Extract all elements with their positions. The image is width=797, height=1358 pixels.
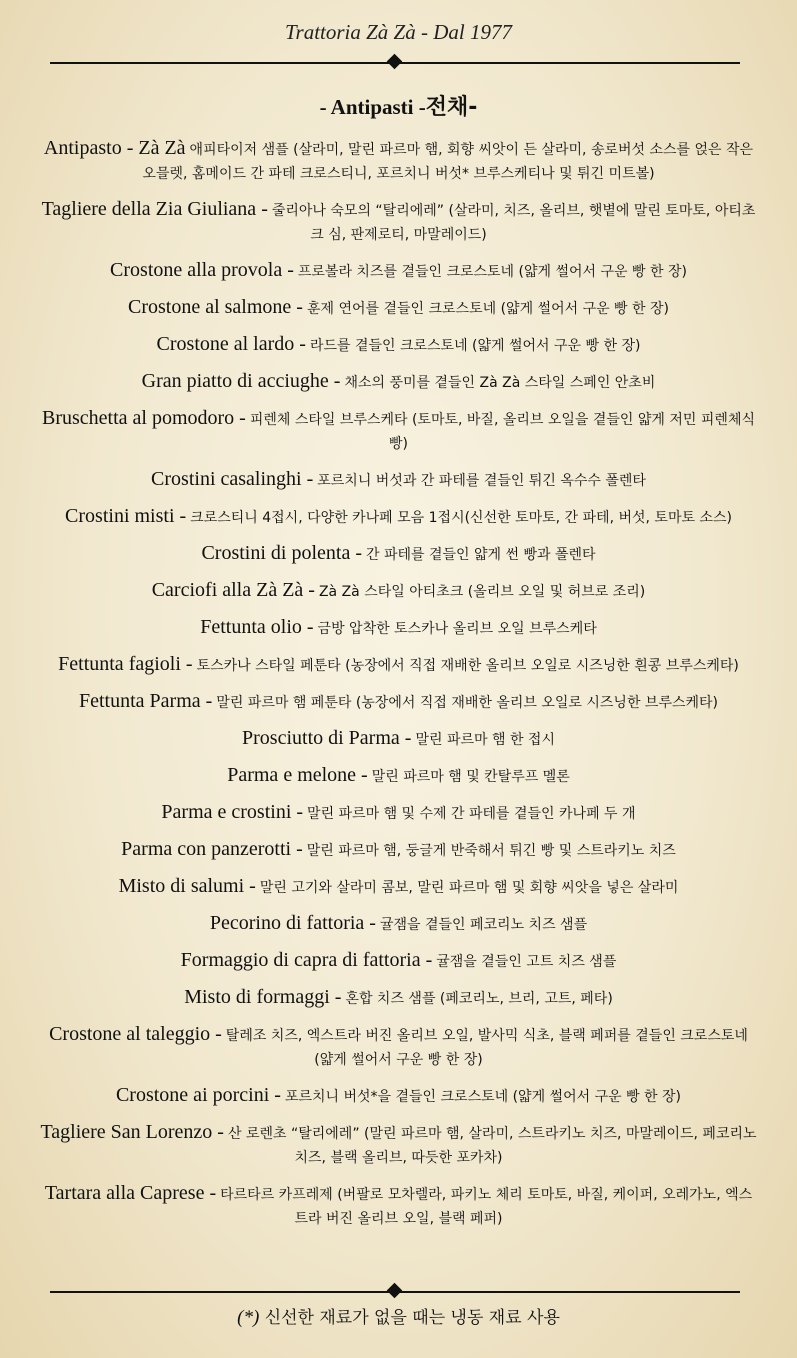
menu-item-description: Zà Zà 스타일 아티초크 (올리브 오일 및 허브로 조리) [318, 584, 646, 600]
menu-item-name: Crostini di polenta - [201, 542, 362, 564]
menu-item-name: Crostone alla provola - [110, 259, 294, 281]
menu-item-name: Crostone al lardo - [156, 333, 306, 355]
menu-item-name: Crostini misti - [65, 505, 187, 527]
bottom-diamond-ornament [387, 1283, 403, 1299]
restaurant-title: Trattoria Zà Zà - Dal 1977 [285, 20, 512, 44]
menu-item-name: Tartara alla Caprese - [44, 1182, 217, 1204]
menu-item-description: 말린 파르마 햄 및 칸탈루프 멜론 [371, 769, 570, 785]
menu-item-description: 포르치니 버섯과 간 파테를 곁들인 튀긴 옥수수 폴렌타 [317, 473, 646, 489]
menu-item-name: Parma e melone - [227, 764, 368, 786]
menu-item-description: 피렌체 스타일 브루스케타 (토마토, 바질, 올리브 오일을 곁들인 얇게 저민 피렌체식 빵) [249, 412, 755, 452]
menu-item-name: Prosciutto di Parma - [242, 727, 412, 749]
menu-item-description: 타르타르 카프레제 (버팔로 모차렐라, 파키노 체리 토마토, 바질, 케이퍼, 오레가노, 엑스트라 버진 올리브 오일, 블랙 페퍼) [220, 1187, 753, 1227]
menu-item-description: 금방 압착한 토스카나 올리브 오일 브루스케타 [317, 621, 597, 637]
menu-item-description: 훈제 연어를 곁들인 크로스토네 (얇게 썰어서 구운 빵 한 장) [306, 301, 669, 317]
menu-item [40, 1121, 757, 1170]
menu-item-name: Crostone al salmone - [128, 296, 303, 318]
menu-item [40, 653, 757, 678]
menu-item [40, 1084, 757, 1109]
menu-item-name: Misto di formaggi - [184, 986, 342, 1008]
menu-item [40, 690, 757, 715]
menu-item [40, 137, 757, 186]
menu-item [40, 616, 757, 641]
menu-item-name: Crostini casalinghi - [151, 468, 314, 490]
menu-item-name: Tagliere San Lorenzo - [40, 1121, 224, 1143]
menu-item-name: Parma e crostini - [161, 801, 304, 823]
menu-item-name: Crostone ai porcini - [115, 1084, 281, 1106]
menu-item [40, 912, 757, 937]
menu-item-name: Carciofi alla Zà Zà - [151, 579, 315, 601]
menu-item [40, 579, 757, 604]
section-title-korean: 전채- [425, 95, 478, 120]
menu-item-description: 줄리아나 숙모의 “탈리에레” (살라미, 치즈, 올리브, 햇볕에 말린 토마토, 아티초크 심, 판제로티, 마말레이드) [271, 203, 756, 243]
menu-item-description: 말린 파르마 햄 페툰타 (농장에서 직접 재배한 올리브 오일로 시즈닝한 브루스케타) [216, 695, 719, 711]
section-title-italian: - Antipasti - [319, 95, 426, 119]
menu-item-name: Fettunta fagioli - [58, 653, 193, 675]
menu-item-description: 혼합 치즈 샘플 (페코리노, 브리, 고트, 페타) [345, 991, 613, 1007]
menu-item [40, 949, 757, 974]
menu-item-description: 토스카나 스타일 페툰타 (농장에서 직접 재배한 올리브 오일로 시즈닝한 흰콩 브루스케타) [196, 658, 739, 674]
menu-item [40, 875, 757, 900]
menu-item [40, 198, 757, 247]
menu-item-name: Gran piatto di acciughe - [141, 370, 341, 392]
menu-item [40, 1023, 757, 1072]
menu-item-name: Fettunta Parma - [78, 690, 213, 712]
menu-item [40, 838, 757, 863]
menu-item-description: 포르치니 버섯*을 곁들인 크로스토네 (얇게 썰어서 구운 빵 한 장) [284, 1089, 682, 1105]
menu-item-description: 탈레조 치즈, 엑스트라 버진 올리브 오일, 발사믹 식초, 블랙 페퍼를 곁들인 크로스토네 (얇게 썰어서 구운 빵 한 장) [225, 1028, 748, 1068]
menu-item [40, 1182, 757, 1231]
menu-item-description: 말린 고기와 살라미 콤보, 말린 파르마 햄 및 회향 씨앗을 넣은 살라미 [259, 880, 679, 896]
menu-item [40, 542, 757, 567]
menu-item-name: Misto di salumi - [118, 875, 256, 897]
menu-item [40, 727, 757, 752]
top-diamond-ornament [387, 54, 403, 70]
menu-item-name: Tagliere della Zia Giuliana - [41, 198, 268, 220]
section-title [0, 90, 797, 121]
menu-item-name: Pecorino di fattoria - [209, 912, 376, 934]
menu-item-name: Fettunta olio - [200, 616, 314, 638]
menu-item [40, 333, 757, 358]
menu-item-description: 채소의 풍미를 곁들인 Zà Zà 스타일 스페인 안초비 [344, 375, 656, 391]
menu-item-description: 말린 파르마 햄 및 수제 간 파테를 곁들인 카나페 두 개 [307, 806, 636, 822]
footer-note [0, 1303, 797, 1329]
menu-item-description: 말린 파르마 햄, 둥글게 반죽해서 튀긴 빵 및 스트라키노 치즈 [306, 843, 676, 859]
menu-item-description: 크로스티니 4접시, 다양한 카나페 모음 1접시(신선한 토마토, 간 파테, 버섯, 토마토 소스) [190, 510, 732, 526]
menu-item [40, 370, 757, 395]
menu-item-description: 간 파테를 곁들인 얇게 썬 빵과 폴렌타 [365, 547, 596, 563]
menu-item [40, 296, 757, 321]
menu-item-name: Crostone al taleggio - [49, 1023, 222, 1045]
menu-item-list [40, 137, 757, 1243]
menu-item-description: 귤잼을 곁들인 페코리노 치즈 샘플 [379, 917, 588, 933]
menu-item-name: Parma con panzerotti - [121, 838, 303, 860]
menu-item-name: Formaggio di capra di fattoria - [180, 949, 433, 971]
menu-item [40, 801, 757, 826]
menu-item-description: 애피타이저 샘플 (살라미, 말린 파르마 햄, 회향 씨앗이 든 살라미, 송로버섯 소스를 얹은 작은 오믈렛, 홈메이드 간 파테 크로스티니, 포르치니 버섯* 브루스케티나 및 튀긴 미트볼) [142, 142, 754, 182]
menu-item-description: 말린 파르마 햄 한 접시 [415, 732, 555, 748]
menu-item [40, 468, 757, 493]
menu-item-name: Antipasto - Zà Zà [43, 137, 186, 159]
menu-item-description: 라드를 곁들인 크로스토네 (얇게 썰어서 구운 빵 한 장) [309, 338, 641, 354]
menu-item [40, 259, 757, 284]
menu-item-description: 귤잼을 곁들인 고트 치즈 샘플 [436, 954, 617, 970]
menu-item [40, 986, 757, 1011]
menu-item-description: 프로볼라 치즈를 곁들인 크로스토네 (얇게 썰어서 구운 빵 한 장) [297, 264, 687, 280]
menu-item-name: Bruschetta al pomodoro - [42, 407, 246, 429]
menu-item-description: 산 로렌초 “탈리에레” (말린 파르마 햄, 살라미, 스트라키노 치즈, 마말레이드, 페코리노 치즈, 블랙 올리브, 따듯한 포카차) [227, 1126, 757, 1166]
menu-item [40, 505, 757, 530]
menu-item [40, 407, 757, 456]
menu-item [40, 764, 757, 789]
footer-note-text: 신선한 재료가 없을 때는 냉동 재료 사용 [264, 1308, 560, 1328]
asterisk-mark: (*) [237, 1307, 260, 1328]
